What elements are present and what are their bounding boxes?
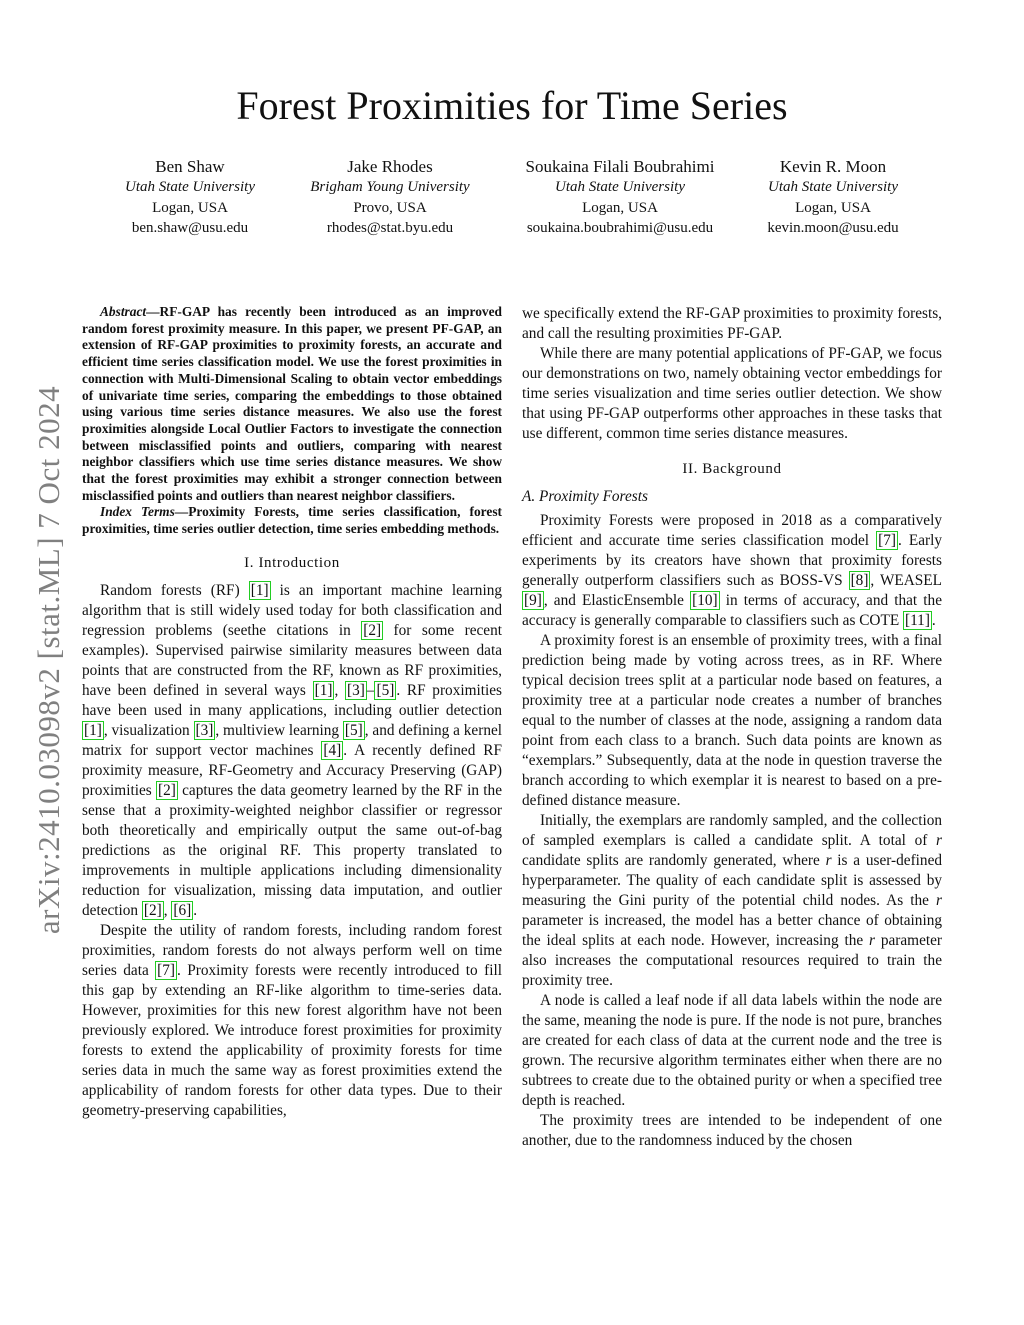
author-affiliation: Utah State University	[768, 179, 898, 195]
author-email: kevin.moon@usu.edu	[767, 220, 899, 236]
background-paragraph-2: A proximity forest is an ensemble of proximity trees, with a final prediction being made by voting across trees, as in RF. Where typical decision trees split at a particular node based on features, a proximity tree at a particular node creates a number of branches equal to the number of classes at the node, assigning a random data point from each class to a branch. Such data points are known as “exemplars.” Subsequently, data at the node in question traverse the branch according to which exemplar it is nearest to based on a pre-defined distance measure.	[522, 632, 942, 809]
author-email: rhodes@stat.byu.edu	[326, 220, 454, 236]
abstract-label: Abstract	[100, 304, 147, 319]
text-run: , multiview learning	[215, 721, 343, 739]
author-3	[505, 156, 735, 239]
text-run: Despite the utility of random forests, including random forest proximities, random forests do not always perform well on time series data	[82, 921, 502, 979]
text-run: , visualization	[103, 721, 194, 739]
intro-paragraph-3: While there are many potential applications of PF-GAP, we focus our demonstrations on two, namely obtaining vector embeddings for time series visualization and time series outlier detection. We show that using PF-GAP outperforms other approaches in these tasks that use different, common time series distance measures.	[522, 345, 942, 442]
author-email: ben.shaw@usu.edu	[131, 220, 249, 236]
citation-link[interactable]: [7]	[157, 961, 176, 979]
text-run: . A recently defined RF proximity measure, RF-Geometry and Accuracy Preserving (GAP) proximities	[82, 741, 502, 799]
citation-link[interactable]: [1]	[84, 721, 102, 739]
citation-link[interactable]: [2]	[363, 621, 382, 639]
text-run: , and defining a kernel matrix for support vector machines	[82, 721, 503, 759]
abstract	[82, 304, 502, 538]
text-run: parameter also increases the computational resources required to train the proximity tree.	[522, 932, 943, 989]
text-run: Proximity Forests were proposed in 2018 as a comparatively efficient and accurate time series classification model	[522, 512, 942, 549]
text-run: ,	[163, 901, 172, 919]
text-run: .	[193, 901, 198, 919]
citation-link[interactable]: [3]	[195, 721, 214, 739]
text-run: –	[366, 681, 375, 699]
author-name: Ben Shaw	[155, 157, 225, 176]
section-heading-introduction: I. Introduction	[244, 554, 340, 571]
author-affiliation: Utah State University	[125, 179, 255, 195]
paper-title: Forest Proximities for Time Series	[236, 83, 788, 128]
citation-link[interactable]: [2]	[143, 901, 162, 919]
text-run: is an important machine learning algorithm that is still widely used today for both classification and regression problems (seethe citations in	[82, 581, 502, 639]
text-run: , and ElasticEnsemble	[543, 592, 691, 609]
text-run: parameter is increased, the model has a better chance of obtaining the ideal splits at each node. However, increasing the	[522, 912, 942, 949]
author-location: Logan, USA	[795, 199, 871, 216]
text-run: .	[931, 612, 936, 629]
text-run: captures the data geometry learned by the RF in the sense that a proximity-weighted neighbor classifier or regressor both theoretically and empirically output the same out-of-bag predictions as the original RF. This property translated to improvements in multiple applications including dimensionality reduction for visualization, missing data imputation, and outlier detection	[82, 781, 502, 919]
author-location: Logan, USA	[152, 199, 228, 216]
index-terms-label: Index Terms	[100, 504, 175, 520]
math-variable: r	[869, 932, 875, 949]
text-run: Initially, the exemplars are randomly sampled, and the collection of sampled exemplars is called a candidate split. A total of	[522, 812, 942, 849]
background-paragraph-1	[522, 511, 942, 631]
author-2	[290, 156, 490, 239]
citation-link[interactable]: [1]	[314, 681, 333, 699]
arxiv-identifier: arXiv:2410.03098v2 [stat.ML] 7 Oct 2024	[31, 385, 66, 935]
text-run: , WEASEL	[870, 572, 942, 589]
intro-paragraph-2	[82, 921, 502, 1121]
arxiv-sidebar	[14, 360, 84, 960]
math-variable: r	[825, 852, 832, 869]
citation-link[interactable]: [4]	[323, 741, 342, 759]
abstract-paragraph	[82, 304, 502, 504]
background-paragraph-5: The proximity trees are intended to be independent of one another, due to the randomness induced by the chosen	[522, 1112, 942, 1149]
author-email: soukaina.boubrahimi@usu.edu	[526, 220, 714, 236]
citation-link[interactable]: [3]	[346, 681, 365, 699]
citation-link[interactable]: [10]	[692, 592, 718, 609]
text-run: Random forests (RF)	[100, 581, 249, 599]
author-name: Kevin R. Moon	[779, 157, 887, 176]
index-terms-text: —Proximity Forests, time series classification, forest proximities, time series outlier detection, time series embedding methods.	[82, 504, 502, 537]
index-terms-paragraph	[82, 504, 502, 537]
citation-link[interactable]: [8]	[850, 572, 869, 589]
text-run: is a user-defined hyperparameter. The quality of each candidate split is assessed by measuring the Gini purity of the potential child nodes. As the	[522, 852, 943, 909]
subsection-heading-proximity-forests: A. Proximity Forests	[522, 488, 648, 505]
text-run: candidate splits are randomly generated, where	[522, 852, 826, 869]
math-variable: r	[936, 832, 942, 849]
author-location: Logan, USA	[582, 199, 658, 216]
author-4	[743, 156, 923, 239]
background-paragraph-4: A node is called a leaf node if all data labels within the node are the same, meaning the node is pure. If the node is not pure, branches are created for each class of data at the current node and the tree is grown. The recursive algorithm terminates either when there are no subtrees to create due to the obtained purity or when a specified tree depth is reached.	[522, 992, 942, 1109]
citation-link[interactable]: [11]	[905, 612, 930, 629]
text-run: . RF proximities have been used in many applications, including outlier detection	[82, 681, 502, 719]
math-variable: r	[936, 892, 942, 909]
intro-paragraph-2-continued: we specifically extend the RF-GAP proximities to proximity forests, and call the resulting proximities PF-GAP.	[522, 305, 942, 342]
author-1	[90, 156, 290, 239]
citation-link[interactable]: [5]	[344, 721, 363, 739]
text-run: in terms of accuracy, and that the accuracy is generally comparable to classifiers such as COTE	[522, 592, 942, 629]
author-affiliation: Brigham Young University	[310, 179, 470, 195]
text-run: ,	[334, 681, 345, 699]
text-run: . Early experiments by its creators have shown that proximity forests generally outperform classifiers such as BOSS-VS	[522, 532, 943, 589]
author-name: Soukaina Filali Boubrahimi	[525, 157, 715, 176]
abstract-text: —RF-GAP has recently been introduced as an improved random forest proximity measure. In this paper, we present PF-GAP, an extension of RF-GAP proximities to proximity forests, an accurate and efficient time series classification model. We use the forest proximities in connection with Multi-Dimensional Scaling to obtain vector embeddings of univariate time series, comparing the embeddings to those obtained using various time series distance measures. We also use the forest proximities alongside Local Outlier Factors to investigate the connection between misclassified points and outliers, comparing with nearest neighbor classifiers which use time series distance measures. We show that the forest proximities may exhibit a stronger connection between misclassified points and outliers than nearest neighbor classifiers.	[82, 304, 502, 503]
text-run: . Proximity forests were recently introduced to fill this gap by extending an RF-like algorithm to time-series data. However, proximities for this new forest algorithm have not been previously explored. We introduce forest proximities for proximity forests to extend the applicability of proximity forests for time series data in much the same way as forest proximities extend the applicability of random forests for other data types. Due to their geometry-preserving capabilities,	[82, 961, 502, 1119]
section-heading-background: II. Background	[682, 461, 782, 477]
citation-link[interactable]: [1]	[250, 581, 269, 599]
left-column	[82, 304, 502, 1121]
citation-link[interactable]: [6]	[173, 901, 192, 919]
citation-link[interactable]: [5]	[376, 681, 395, 699]
text-run: for some recent examples). Supervised pairwise similarity measures between data points that are constructed from the RF, known as RF proximities, have been defined in several ways	[82, 621, 502, 699]
citation-link[interactable]: [9]	[524, 592, 542, 609]
author-name: Jake Rhodes	[347, 157, 433, 176]
author-affiliation: Utah State University	[555, 179, 685, 195]
author-location: Provo, USA	[353, 199, 427, 216]
right-column	[522, 304, 942, 1151]
citation-link[interactable]: [2]	[157, 781, 176, 799]
citation-link[interactable]: [7]	[878, 532, 896, 549]
background-paragraph-3	[522, 811, 942, 991]
intro-paragraph-1	[82, 581, 502, 921]
